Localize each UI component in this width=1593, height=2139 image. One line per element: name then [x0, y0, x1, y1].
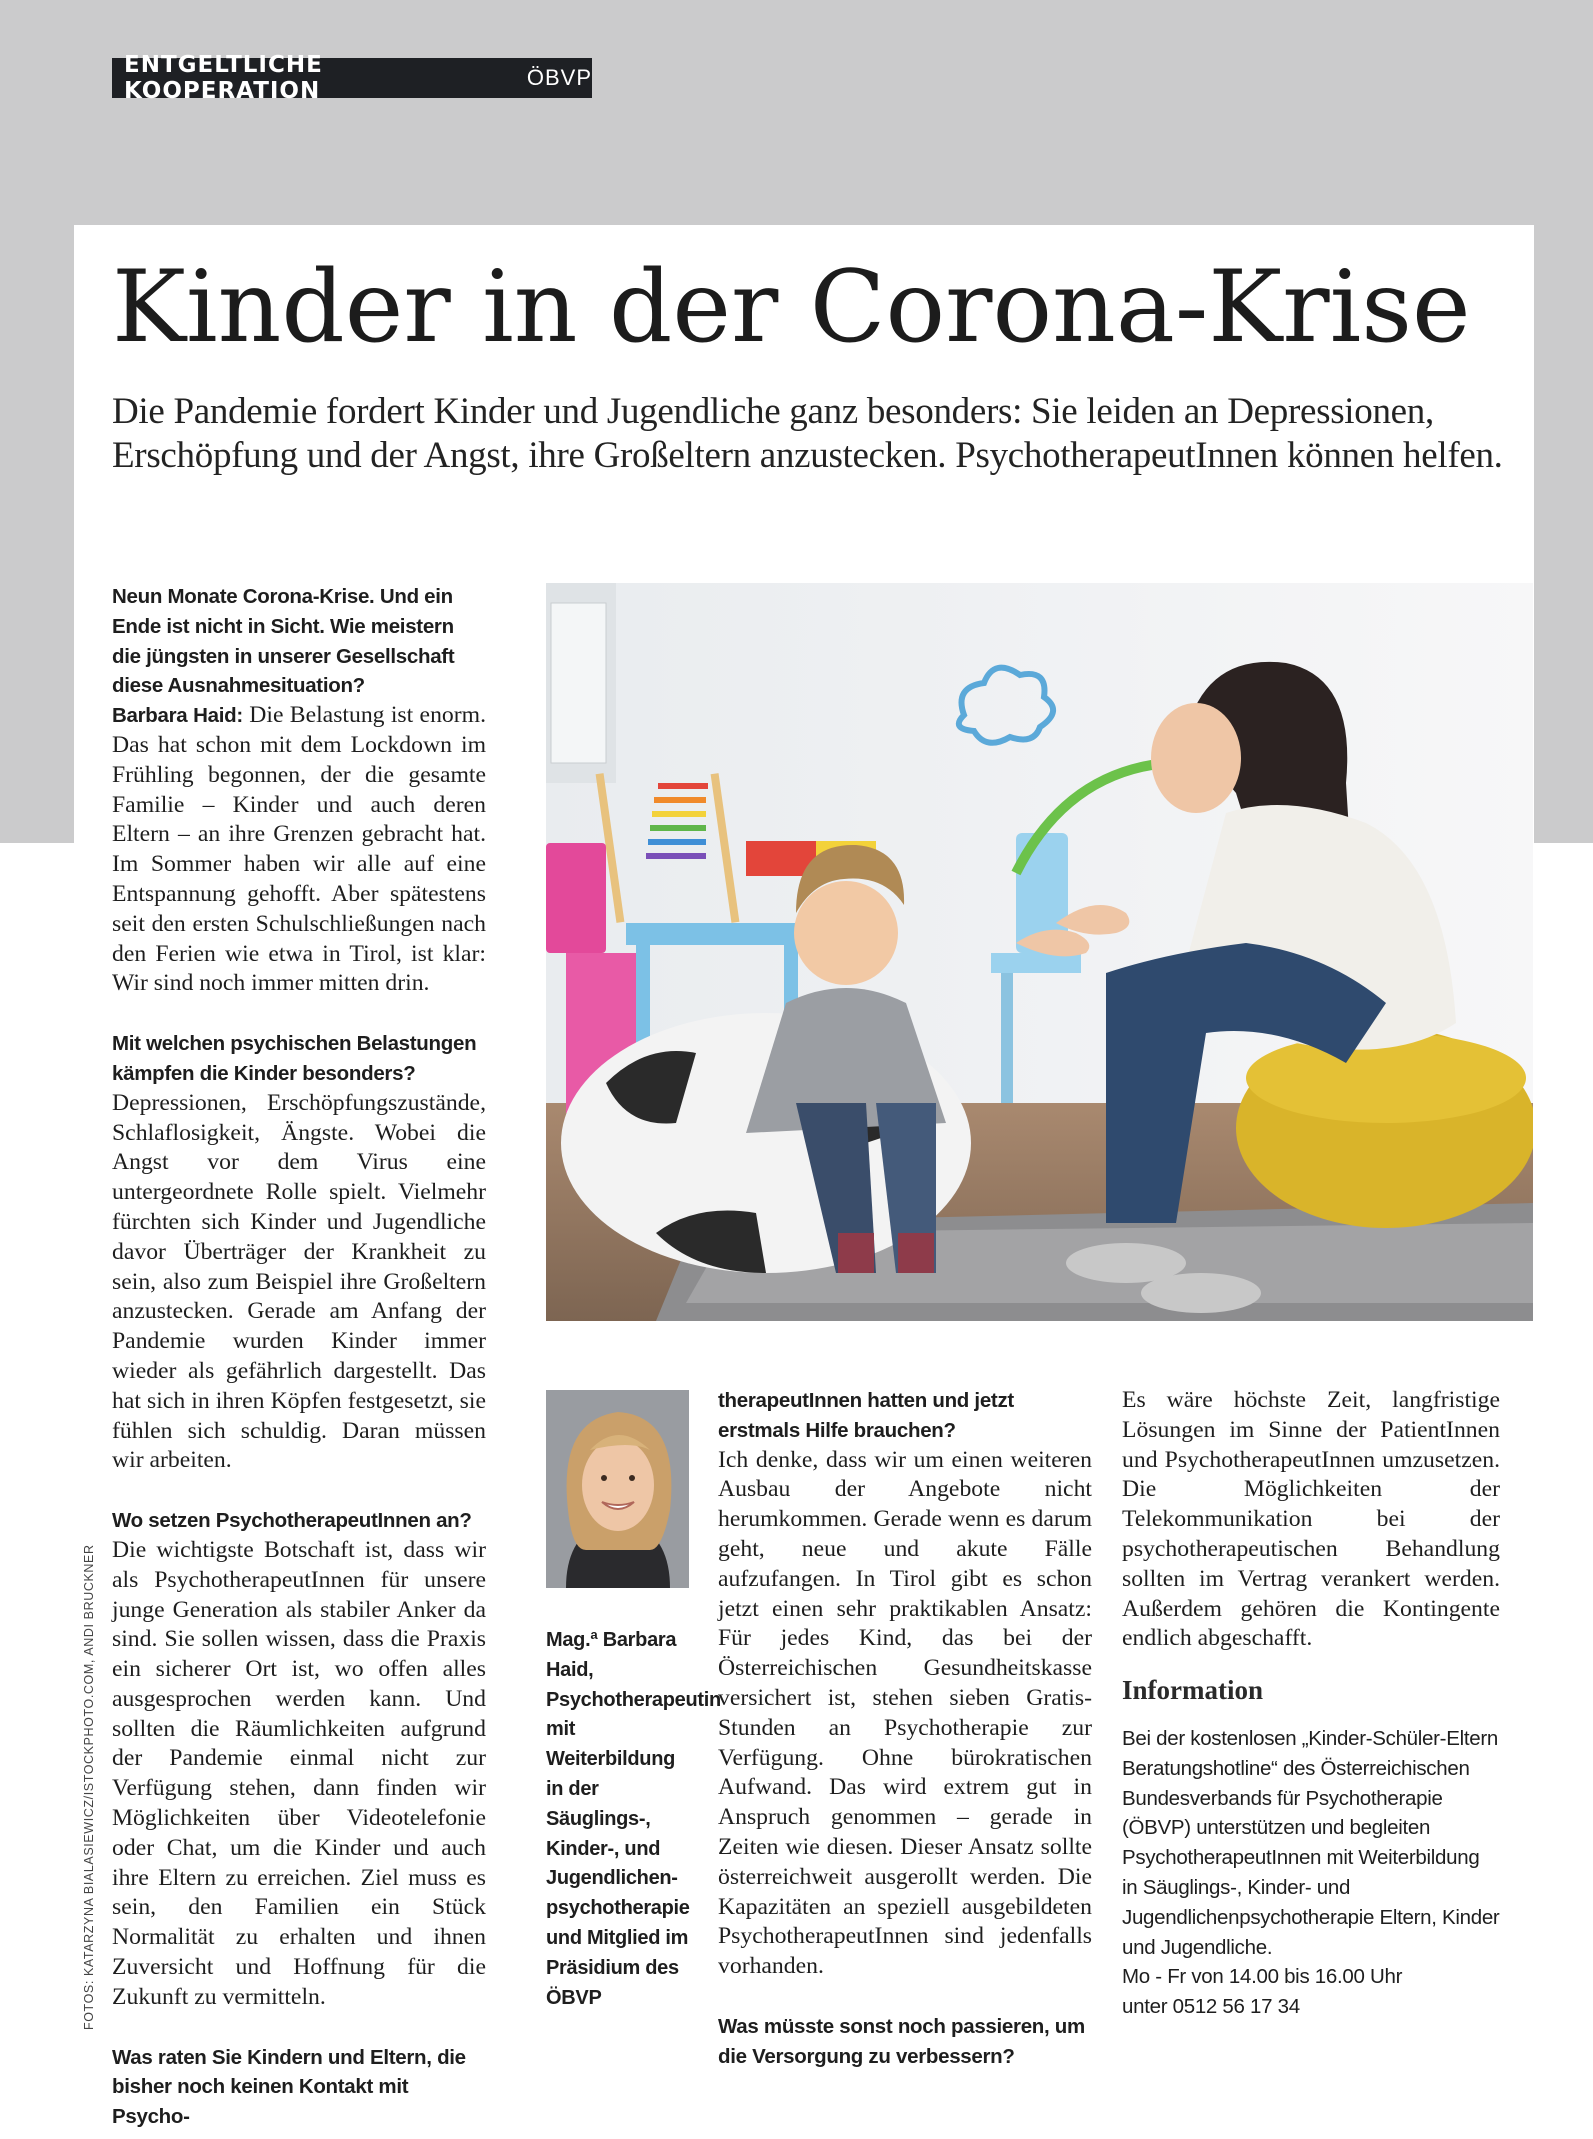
question-3: Wo setzen PsychotherapeutInnen an? [112, 1509, 472, 1533]
speaker-name: Barbara Haid: [112, 704, 243, 728]
question-1: Neun Monate Corona-Krise. Und ein Ende ist nicht in Sicht. Wie meistern die jüngsten in unserer Gesellschaft diese Ausnahmesituation? [112, 585, 455, 698]
question-4-end: therapeutInnen hatten und jetzt erstmals Hilfe brauchen? [718, 1389, 1014, 1442]
info-heading: Information [1122, 1675, 1263, 1706]
sponsored-label: ENTGELTLICHE KOOPERATION [124, 52, 323, 104]
answer-1 [112, 701, 486, 999]
article-column-3 [718, 1386, 1092, 2072]
article-lead: Die Pandemie fordert Kinder und Jugendliche ganz besonders: Sie leiden an Depressionen, Erschöpfung und der Angst, ihre Großeltern anzustecken. PsychotherapeutInnen können helfen. [112, 391, 1503, 476]
sponsored-tag [112, 52, 592, 104]
answer-4: Ich denke, dass wir um einen weiteren Ausbau der Angebote nicht herumkommen. Gerade wenn es darum geht, neue und akute Fälle aufzufangen. In Tirol gibt es schon jetzt einen sehr praktikablen Ansatz: Für jedes Kind, das bei der Österreichischen Gesundheitskasse versichert ist, stehen sieben Gratis-Stunden an Psychotherapie zur Verfügung. Ohne bürokratischen Aufwand. Das wird extrem gut in Anspruch genommen – gerade in Zeiten wie diesen. Dieser Ansatz sollte österreichweit ausgerollt werden. Die Kapazitäten an speziell ausgebildeten PsychotherapeutInnen sind jedenfalls vorhanden. [718, 1446, 1092, 1980]
main-photo [546, 583, 1533, 1321]
answer-2: Depressionen, Erschöpfungszustände, Schlaflosigkeit, Ängste. Wobei die Angst vor dem Virus eine untergeordnete Rolle spielt. Vielmehr fürchten sich Kinder und Jugendliche davor Überträger der Krankheit zu sein, also zum Beispiel ihre Großeltern anzustecken. Gerade am Anfang der Pandemie wurden Kinder immer wieder als gefährlich dargestellt. Das hat sich in ihren Köpfen festgesetzt, sie fühlen sich schuldig. Daran müssen wir arbeiten. [112, 1089, 486, 1474]
answer-5: Es wäre höchste Zeit, langfristige Lösungen im Sinne der PatientInnen und PsychotherapeutInnen umzusetzen. Die Möglichkeiten der Telekommunikation bei der psychotherapeutischen Behandlung sollten im Vertrag verankert werden. Außerdem gehören die Kontingente endlich abgeschafft. [1122, 1387, 1500, 1652]
article-title: Kinder in der Corona-Krise [112, 250, 1471, 365]
photo-credit-text: FOTOS: KATARZYNA BIALASIEWICZ/ISTOCKPHOTO.COM, ANDI BRUCKNER [82, 1544, 96, 2030]
brand-label: ÖBVP [526, 65, 592, 90]
info-text: Bei der kostenlosen „Kinder-Schüler-Eltern Beratungshotline“ des Österreichischen Bundesverbands für Psychotherapie (ÖBVP) unterstützen und begleiten PsychotherapeutInnen mit Weiterbildung in Säuglings-, Kinder- und Jugendlichenpsychotherapie Eltern, Kinder und Jugendliche. [1122, 1726, 1500, 1959]
article-column-1 [112, 582, 486, 2132]
question-4-start: Was raten Sie Kindern und Eltern, die bisher noch keinen Kontakt mit Psycho- [112, 2045, 466, 2129]
portrait-caption: Mag.ª Barbara Haid, Psychotherapeutin mit Weiterbildung in der Säuglings-, Kinder-, und Jugendlichen-psychotherapie und Mitglied im Präsidium des ÖBVP [546, 1629, 721, 2009]
article-column-4 [1122, 1386, 1500, 2022]
answer-1-text: Die Belastung ist enorm. Das hat schon mit dem Lockdown im Frühling begonnen, der die gesamte Familie – Kinder und auch deren Eltern – an ihre Grenzen gebracht hat. Im Sommer haben wir alle auf eine Entspannung gehofft. Aber spätestens seit den ersten Schulschließungen nach den Ferien wie etwa in Tirol, ist klar: Wir sind noch immer mitten drin. [112, 702, 486, 997]
portrait-photo [546, 1390, 689, 1588]
question-2: Mit welchen psychischen Belastungen kämpfen die Kinder besonders? [112, 1032, 477, 1085]
question-5: Was müsste sonst noch passieren, um die Versorgung zu verbessern? [718, 2014, 1085, 2068]
answer-3: Die wichtigste Botschaft ist, dass wir als PsychotherapeutInnen für unsere junge Generation als stabiler Anker da sind. Sie sollen wissen, dass die Praxis ein sicherer Ort ist, wo offen alles ausgesprochen werden kann. Und sollten die Räumlichkeiten aufgrund der Pandemie einmal nicht zur Verfügung stehen, dann finden wir Möglichkeiten über Videotelefonie oder Chat, um die Kinder und auch ihre Eltern zu erreichen. Ziel muss es sein, den Familien ein Stück Normalität zu erhalten und ihnen Zuversicht und Hoffnung für die Zukunft zu vermitteln. [112, 1536, 486, 2010]
photo-credit [82, 1544, 102, 2032]
info-hours: Mo - Fr von 14.00 bis 16.00 Uhr [1122, 1965, 1403, 1989]
info-phone: unter 0512 56 17 34 [1122, 1995, 1300, 2019]
